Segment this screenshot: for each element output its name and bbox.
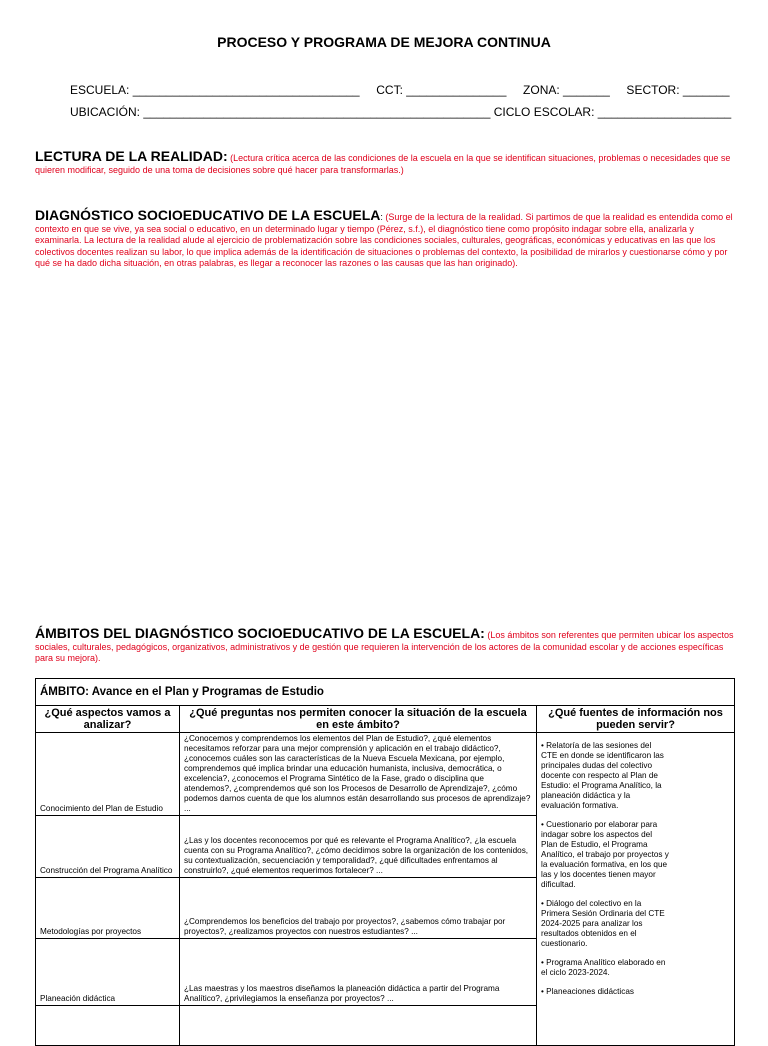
sources-cell: [537, 733, 735, 1046]
table-header-row: [36, 706, 735, 733]
source-item: • Programa Analítico elaborado en el ciclo 2023-2024.: [541, 958, 666, 977]
lectura-section: [35, 148, 735, 176]
source-item: • Diálogo del colectivo en la Primera Sesión Ordinaria del CTE 2024-2025 para analizar los resultados obtenidos en el cuestionario.: [541, 899, 665, 948]
aspect-cell: Construcción del Programa Analítico: [36, 816, 180, 878]
document-title: PROCESO Y PROGRAMA DE MEJORA CONTINUA: [217, 34, 551, 50]
question-cell: ¿Las maestras y los maestros diseñamos la planeación didáctica a partir del Programa Analítico?, ¿privilegiamos la enseñanza por proyectos? ...: [180, 939, 537, 1006]
diagnostico-heading: DIAGNÓSTICO SOCIOEDUCATIVO DE LA ESCUELA: [35, 207, 381, 223]
school-fields-line: ESCUELA: __________________________________ CCT: _______________ ZONA: _______ SECTOR: _______: [70, 83, 730, 97]
ambitos-heading: ÁMBITOS DEL DIAGNÓSTICO SOCIOEDUCATIVO DE LA ESCUELA:: [35, 625, 485, 641]
diagnostico-note: (Surge de la lectura de la realidad. Si partimos de que la realidad es entendida como el contexto en que se vive, ya sea social o educativo, en un determinado lugar y tiempo (Pérez, s.f.), el diagnóstico tiene como propósito indagar sobre ella, analizarla y examinarla. La lectura de la realidad alude al ejercicio de problematización sobre las condiciones sociales, culturales, geográficas, económicas y educativas en las que los colectivos docentes realizan su labor, lo que implica además de la identificación de situaciones o problemas del contexto, la posibilidad de mirarlos y cuestionarse cómo y por qué se ha dado dicha situación, en otras palabras, es llegar a reconocer las razones o las causas que las han originado).: [35, 212, 733, 269]
aspect-cell: Metodologías por proyectos: [36, 878, 180, 939]
question-cell-empty: [180, 1006, 537, 1046]
source-item: • Planeaciones didácticas: [541, 987, 634, 996]
header-sources: ¿Qué fuentes de información nos pueden servir?: [537, 706, 735, 733]
source-item: • Cuestionario por elaborar para indagar sobre los aspectos del Plan de Estudio, el Programa Analítico, el trabajo por proyectos y la evaluación formativa, en los que las y los docentes tienen mayor dificultad.: [541, 820, 669, 889]
question-cell: ¿Comprendemos los beneficios del trabajo por proyectos?, ¿sabemos cómo trabajar por proyectos?, ¿realizamos proyectos con nuestros estudiantes? ...: [180, 878, 537, 939]
ambito-table: [35, 678, 735, 1046]
question-cell: ¿Conocemos y comprendemos los elementos del Plan de Estudio?, ¿qué elementos necesitamos reforzar para una mejor comprensión y aplicación en el trabajo didáctico?, ¿conocemos cuáles son las características de la Nueva Escuela Mexicana, por ejemplo, comprendemos qué implica brindar una educación humanista, inclusiva, democrática, o excelencia?, ¿conocemos el Programa Sintético de la Fase, grado o disciplina que atendemos?, ¿comprendemos qué son los Procesos de Desarrollo de Aprendizaje?, ¿cómo podemos darnos cuenta de que los alumnos están desarrollando sus procesos de aprendizaje? ...: [180, 733, 537, 816]
ambitos-note: (Los ámbitos son referentes que permiten ubicar los aspectos sociales, culturales, pedagógicos, organizativos, administrativos y de gestión que requieren la intervención de los actores de la comunidad escolar y de acciones específicas para su mejora).: [35, 630, 734, 664]
diagnostico-colon: :: [380, 212, 383, 222]
header-aspects: ¿Qué aspectos vamos a analizar?: [36, 706, 180, 733]
aspect-cell: Planeación didáctica: [36, 939, 180, 1006]
lectura-note: (Lectura crítica acerca de las condiciones de la escuela en la que se identifican situaciones, problemas o necesidades que se quieren modificar, seguido de una toma de decisiones sobre qué hacer para transformarlas.): [35, 153, 731, 175]
location-fields-line: UBICACIÓN: ____________________________________________________ CICLO ESCOLAR: ____________________: [70, 105, 732, 119]
aspect-cell: Conocimiento del Plan de Estudio: [36, 733, 180, 816]
ambitos-section: [35, 625, 735, 665]
aspect-cell-empty: [36, 1006, 180, 1046]
ambito-title: ÁMBITO: Avance en el Plan y Programas de Estudio: [36, 679, 735, 706]
header-questions: ¿Qué preguntas nos permiten conocer la situación de la escuela en este ámbito?: [180, 706, 537, 733]
diagnostico-section: [35, 207, 735, 270]
source-item: • Relatoría de las sesiones del CTE en donde se identificaron las principales dudas del colectivo docente con respecto al Plan de Estudio: el Programa Analítico, la planeación didáctica y la evaluación formativa.: [541, 741, 664, 810]
table-row: [36, 733, 735, 816]
question-cell: ¿Las y los docentes reconocemos por qué es relevante el Programa Analítico?, ¿la escuela cuenta con su Programa Analítico?, ¿cómo decidimos sobre la organización de los contenidos, su contextualización, secuenciación y temporalidad?, ¿qué dificultades enfrentamos al construirlo?, ¿qué elementos requerimos fortalecer? ...: [180, 816, 537, 878]
lectura-heading: LECTURA DE LA REALIDAD:: [35, 148, 228, 164]
